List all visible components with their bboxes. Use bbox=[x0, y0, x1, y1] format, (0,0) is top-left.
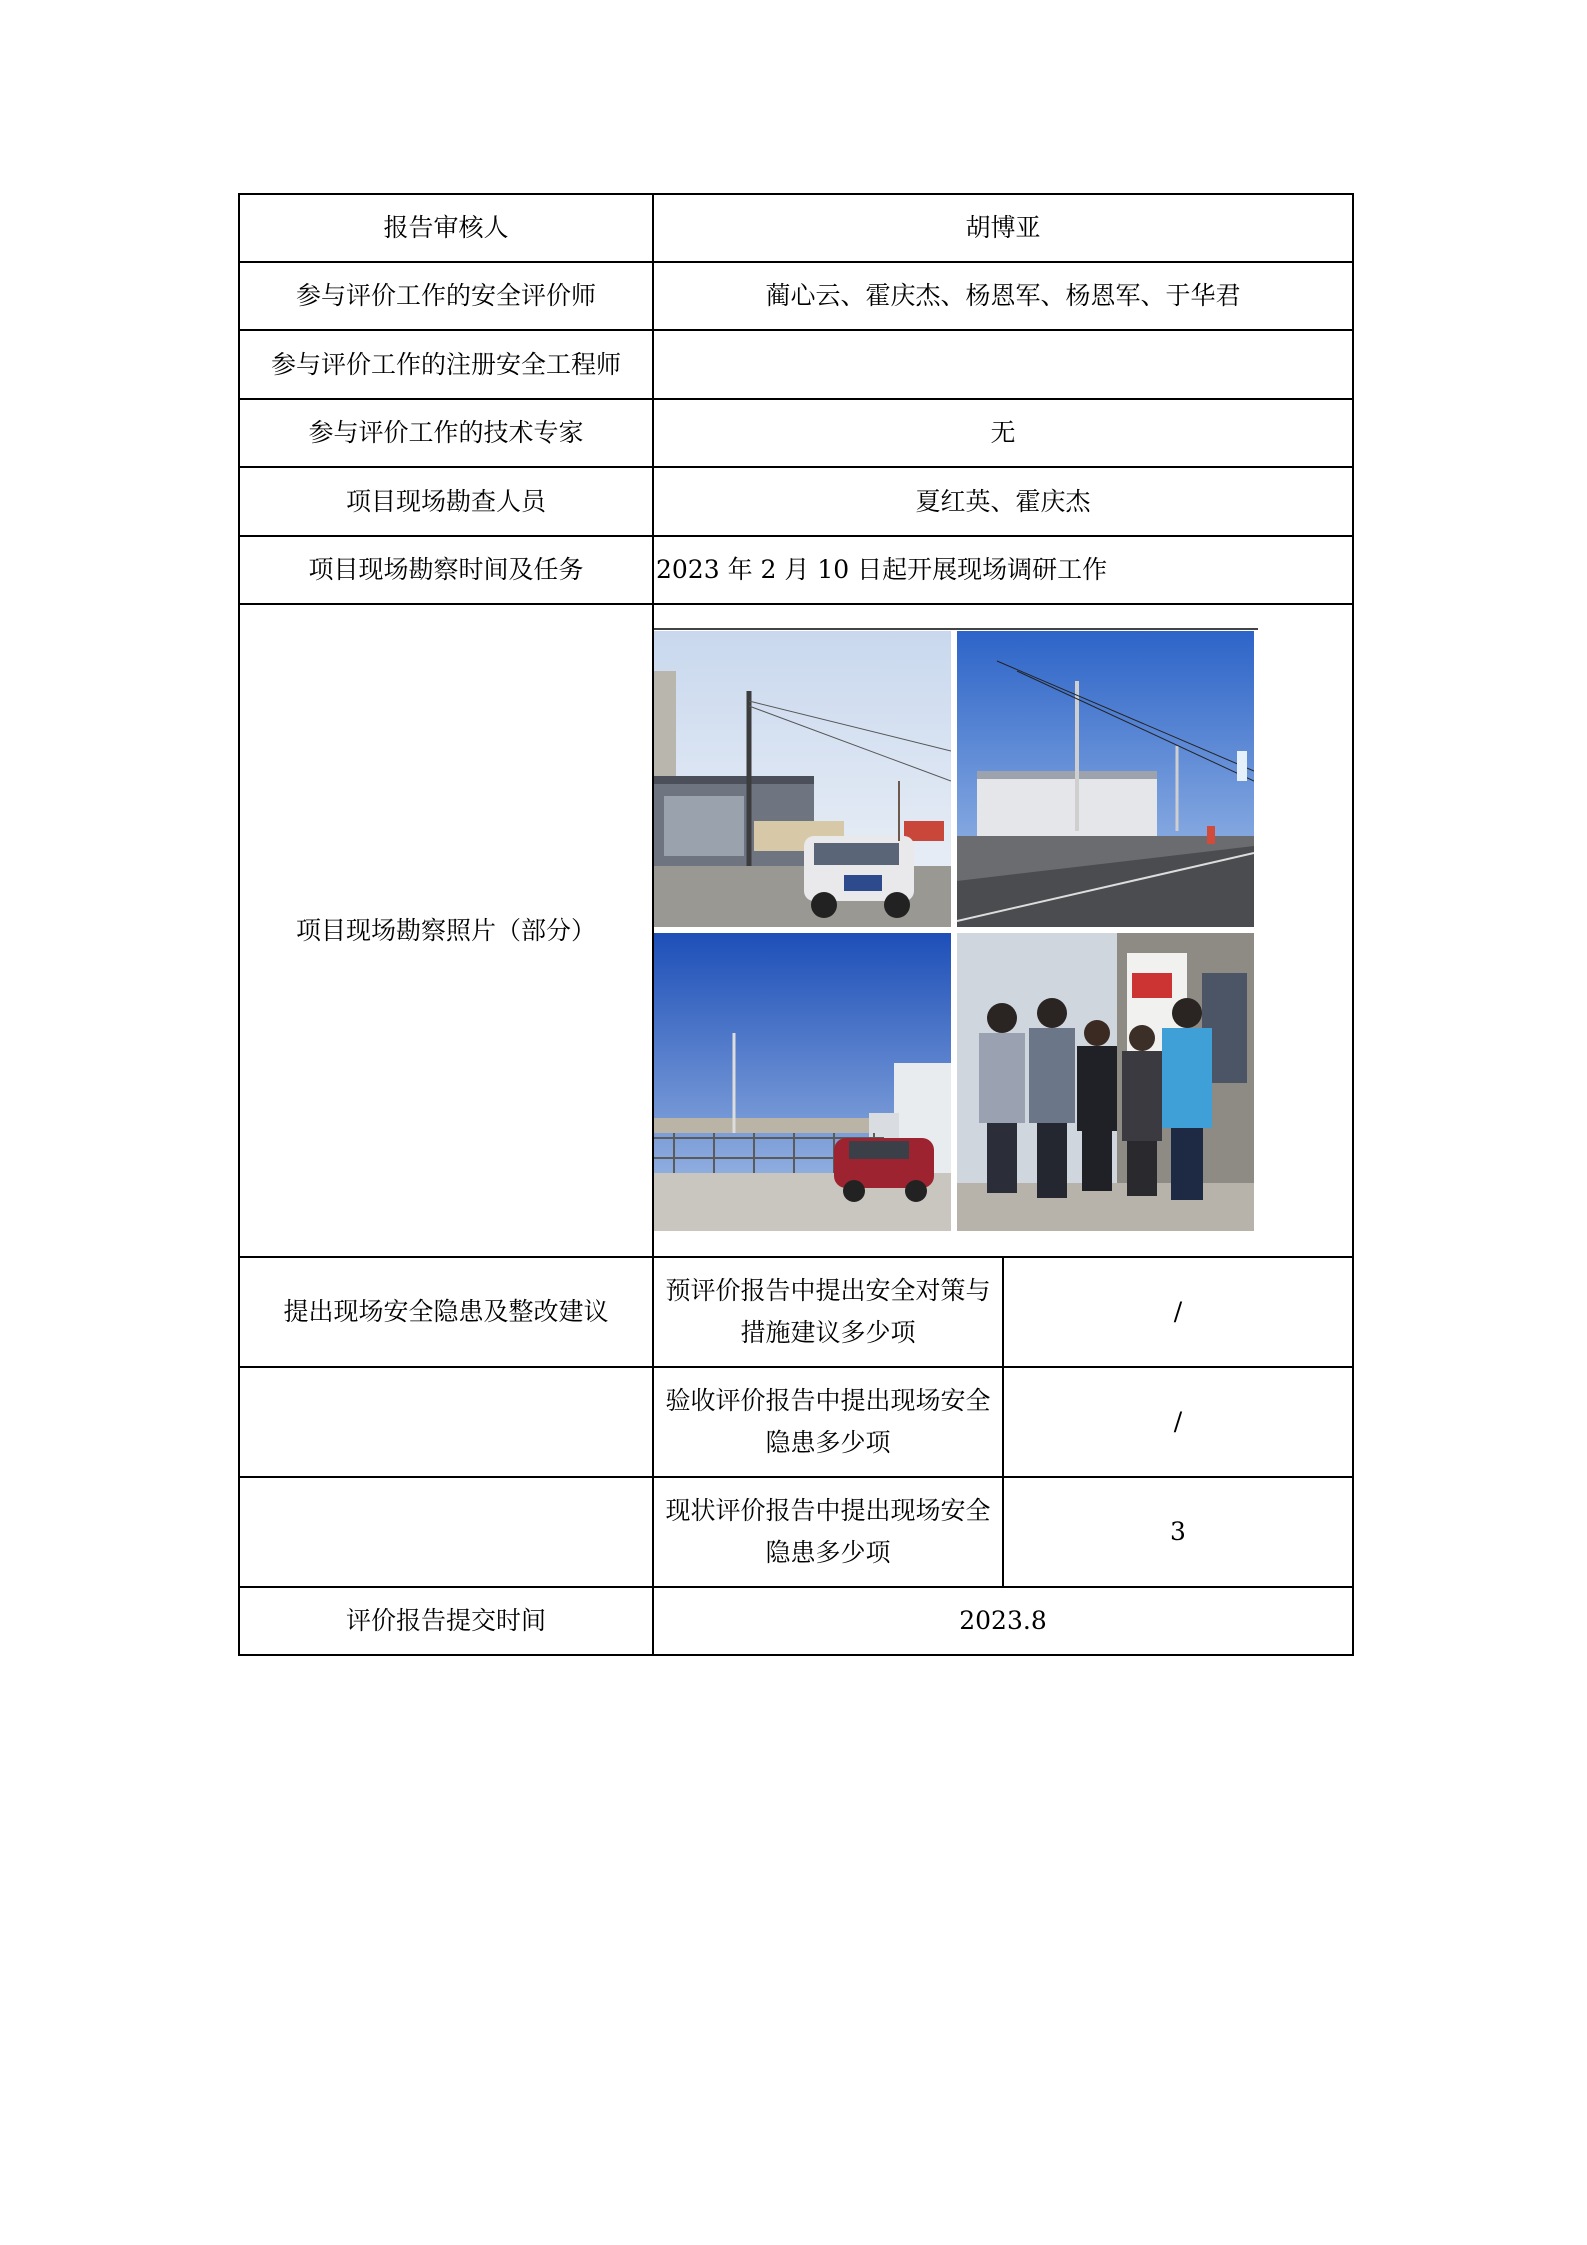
registered-engineers-label: 参与评价工作的注册安全工程师 bbox=[239, 330, 653, 399]
hazards-empty-cell-1 bbox=[239, 1367, 653, 1477]
report-info-table bbox=[238, 193, 1354, 1656]
reviewer-value: 胡博亚 bbox=[653, 194, 1353, 262]
evaluators-value: 蔺心云、霍庆杰、杨恩军、杨恩军、于华君 bbox=[653, 262, 1353, 330]
site-photo-grid bbox=[654, 631, 1254, 1231]
photo-top-rule bbox=[654, 628, 1258, 630]
hazards-pre-question: 预评价报告中提出安全对策与措施建议多少项 bbox=[653, 1257, 1003, 1367]
site-photo-team bbox=[957, 933, 1254, 1231]
submit-time-label: 评价报告提交时间 bbox=[239, 1587, 653, 1655]
site-inspectors-label: 项目现场勘查人员 bbox=[239, 467, 653, 536]
reviewer-label: 报告审核人 bbox=[239, 194, 653, 262]
inspection-time-value: 2023 年 2 月 10 日起开展现场调研工作 bbox=[653, 536, 1353, 604]
photos-label: 项目现场勘察照片（部分） bbox=[239, 604, 653, 1257]
submit-time-value: 2023.8 bbox=[653, 1587, 1353, 1655]
hazards-label: 提出现场安全隐患及整改建议 bbox=[239, 1257, 653, 1367]
hazards-acceptance-question: 验收评价报告中提出现场安全隐患多少项 bbox=[653, 1367, 1003, 1477]
site-photo-fence bbox=[654, 933, 951, 1231]
hazards-status-answer: 3 bbox=[1003, 1477, 1353, 1587]
tech-experts-label: 参与评价工作的技术专家 bbox=[239, 399, 653, 467]
tech-experts-value: 无 bbox=[653, 399, 1353, 467]
hazards-acceptance-answer: / bbox=[1003, 1367, 1353, 1477]
registered-engineers-value bbox=[653, 330, 1353, 399]
evaluators-label: 参与评价工作的安全评价师 bbox=[239, 262, 653, 330]
hazards-empty-cell-2 bbox=[239, 1477, 653, 1587]
hazards-pre-answer: / bbox=[1003, 1257, 1353, 1367]
inspection-time-label: 项目现场勘察时间及任务 bbox=[239, 536, 653, 604]
site-photo-gate bbox=[654, 631, 951, 927]
hazards-status-question: 现状评价报告中提出现场安全隐患多少项 bbox=[653, 1477, 1003, 1587]
site-photo-road bbox=[957, 631, 1254, 927]
site-inspectors-value: 夏红英、霍庆杰 bbox=[653, 467, 1353, 536]
photos-cell bbox=[653, 604, 1353, 1257]
